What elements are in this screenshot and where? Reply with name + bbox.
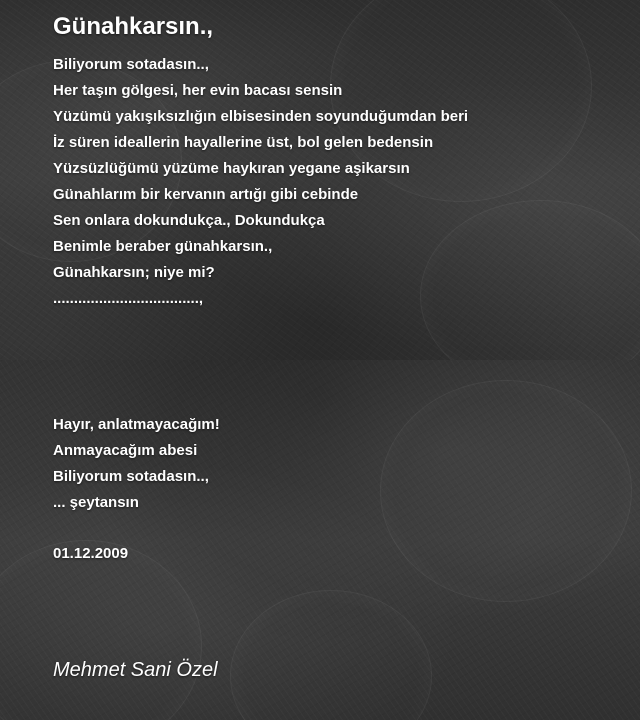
poem-line: Günahlarım bir kervanın artığı gibi cebinde (53, 186, 359, 203)
poem-line: Günahkarsın; niye mi? (53, 264, 215, 281)
background-flower-pattern (230, 590, 432, 720)
background-flower-pattern (380, 380, 632, 602)
poem-author: Mehmet Sani Özel (53, 659, 218, 681)
poem-line: Sen onlara dokundukça., Dokundukça (53, 212, 325, 229)
poem-line: ..................................., (53, 290, 204, 307)
poem-line: Yüzsüzlüğümü yüzüme haykıran yegane aşikarsın (53, 160, 410, 177)
poem-line: İz süren ideallerin hayallerine üst, bol gelen bedensin (53, 134, 434, 151)
poem-line: Yüzümü yakışıksızlığın elbisesinden soyunduğumdan beri (53, 108, 469, 125)
poem-title: Günahkarsın., (53, 13, 214, 40)
background-flower-pattern (0, 540, 202, 720)
poem-stanza-1 (53, 52, 468, 312)
poem-line: Biliyorum sotadasın.., (53, 56, 209, 73)
poem-line: Hayır, anlatmayacağım! (53, 416, 220, 433)
poem-line: Anmayacağım abesi (53, 442, 198, 459)
poem-line: ... şeytansın (53, 494, 139, 511)
poem-line: Her taşın gölgesi, her evin bacası sensin (53, 82, 343, 99)
poem-line: Benimle beraber günahkarsın., (53, 238, 273, 255)
poem-line: Biliyorum sotadasın.., (53, 468, 209, 485)
poem-stanza-2 (53, 412, 220, 516)
poem-card-bottom (0, 360, 640, 720)
poem-date: 01.12.2009 (53, 545, 129, 562)
